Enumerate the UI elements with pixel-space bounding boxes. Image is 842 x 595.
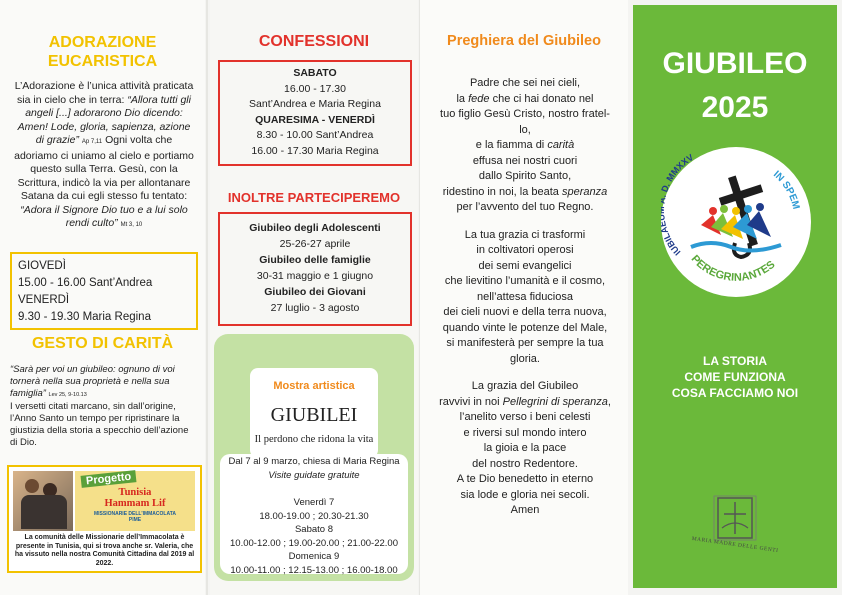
prayer-text: sia lode e gloria nei secoli.: [460, 488, 590, 501]
prayer-text: gloria.: [510, 352, 540, 365]
prayer-line: [422, 185, 628, 201]
jubilee-logo: [661, 147, 811, 297]
prayer-line: [422, 410, 628, 426]
project-photo-left: [13, 471, 73, 531]
carita-ref: Lev 25, 9-10.13: [48, 392, 87, 398]
panel-confessioni: [210, 0, 418, 595]
person-head-1: [25, 479, 39, 493]
adorazione-body: Ogni volta che adoriamo ci uniamo al cielo e portiamo questo sulla Terra. Gesù, con la Scrittura, indicò la via per allontanare Satana da cui egli stesso fu tentato:: [14, 134, 194, 202]
prayer-text: del nostro Redentore.: [472, 457, 578, 470]
prayer-text: La grazia del Giubileo: [471, 380, 579, 392]
panel-preghiera: [420, 0, 628, 595]
prayer-text: la gioia e la pace: [483, 442, 567, 454]
prayer-line: [422, 107, 628, 123]
prayer-text: ravvivi in noi: [439, 395, 503, 408]
schedule-time-2: 9.30 - 19.30 Maria Regina: [18, 311, 151, 323]
schedule-time-1: 15.00 - 16.00 Sant’Andrea: [18, 277, 153, 289]
prayer-text: per l’avvento del tuo Regno.: [456, 201, 594, 213]
carita-text: [10, 364, 196, 449]
prayer-line: [422, 503, 628, 519]
prayer-text: quando vinte le potenze del Male,: [442, 321, 608, 334]
schedule-day-1: GIOVEDÌ: [18, 260, 66, 272]
prayer-line: [422, 379, 628, 395]
mostra-hours-3: 10.00-11.00 ; 12.15-13.00 ; 16.00-18.00: [230, 564, 398, 576]
adorazione-schedule: [12, 254, 196, 326]
parteciperemo-line: Giubileo degli Adolescenti: [249, 222, 381, 234]
carita-quote: “Sarà per voi un giubileo: ognuno di voi tornerà nella sua proprietà e nella sua famiglia”: [10, 364, 175, 399]
prayer-text: A te Dio benedetto in eterno: [456, 473, 594, 485]
parteciperemo-line: 30-31 maggio e 1 giugno: [256, 270, 374, 282]
confessioni-line: Sant’Andrea e Maria Regina: [249, 98, 381, 110]
mostra-day-3: Domenica 9: [288, 551, 340, 562]
prayer-stanza: [422, 379, 628, 519]
cover-title-line-1: GIUBILEO: [662, 47, 808, 80]
parish-logo: [691, 488, 779, 578]
prayer-text: che lievitino l’umanità e il cosmo,: [444, 275, 606, 287]
adorazione-schedule-box: [10, 252, 198, 330]
adorazione-title: ADORAZIONE EUCARISTICA: [47, 34, 158, 70]
parteciperemo-lines: [220, 214, 410, 316]
prayer-line: [422, 336, 628, 352]
prayer-emphasis: fede: [468, 92, 490, 105]
prayer-line: [422, 154, 628, 170]
mostra-when: Dal 7 al 9 marzo, chiesa di Maria Regina: [228, 456, 400, 467]
adorazione-quote-2: “Adora il Signore Dio tuo e a lui solo rendi culto”: [20, 203, 188, 229]
parteciperemo-line: 27 luglio - 3 agosto: [270, 302, 360, 314]
prayer-emphasis: carità: [547, 139, 575, 151]
jubilee-logo-graphic: [661, 147, 811, 297]
prayer-text: dei cieli nuovi e della terra nuova,: [443, 306, 607, 318]
prayer-text: e la fiamma di: [475, 139, 548, 151]
parteciperemo-box: [218, 212, 412, 326]
cover-subtitle: [633, 353, 837, 401]
parish-name: MARIA MADRE DELLE GENTI: [691, 535, 779, 555]
mostra-name: GIUBILEI: [270, 404, 358, 426]
prayer-line: [422, 290, 628, 306]
prayer-text: si manifesterà per sempre la tua: [446, 337, 604, 349]
prayer-text: tuo figlio Gesù Cristo, nostro fratel-: [440, 108, 610, 120]
adorazione-ref-2: Mt 3, 10: [120, 222, 143, 228]
prayer-emphasis: speranza: [561, 185, 608, 198]
parteciperemo-line: Giubileo delle famiglie: [259, 254, 371, 266]
carita-title: GESTO DI CARITÀ: [31, 335, 174, 352]
prayer-line: [422, 472, 628, 488]
prayer-stanza: [422, 76, 628, 216]
prayer-line: [422, 169, 628, 185]
mostra-day-1: Venerdì 7: [293, 497, 335, 508]
confessioni-line: 16.00 - 17.30: [284, 82, 346, 95]
prayer-text: in coltivatori operosi: [476, 244, 574, 256]
adorazione-ref-1: Ap 7,11: [81, 139, 103, 145]
confessioni-line: 8.30 - 10.00 Sant’Andrea: [256, 129, 374, 141]
prayer-text: effusa nei nostri cuori: [472, 154, 578, 167]
confessioni-line: SABATO: [293, 67, 337, 79]
cover-title-line-2: 2025: [701, 91, 769, 124]
preghiera-text: [422, 76, 628, 531]
prayer-line: [422, 305, 628, 321]
prayer-line: [422, 321, 628, 337]
prayer-line: [422, 441, 628, 457]
adorazione-text: [14, 80, 194, 233]
prayer-line: [422, 123, 628, 139]
people-silhouette: [21, 495, 67, 529]
parteciperemo-line: 25-26-27 aprile: [279, 238, 351, 250]
mostra-title: Mostra artistica: [273, 380, 355, 392]
prayer-line: [422, 395, 628, 411]
prayer-line: [422, 243, 628, 259]
prayer-text: Amen: [510, 504, 540, 516]
prayer-line: [422, 352, 628, 368]
mostra-visits: Visite guidate gratuite: [268, 470, 360, 481]
mostra-days: [214, 496, 414, 577]
mostra-hours-2: 10.00-12.00 ; 19.00-20.00 ; 21.00-22.00: [230, 537, 398, 549]
prayer-line: [422, 92, 628, 108]
parteciperemo-line: Giubileo dei Giovani: [264, 286, 366, 298]
cover-subtitle-1: LA STORIA: [702, 354, 767, 368]
prayer-line: [422, 274, 628, 290]
logo-bottom-text: PEREGRINANTES: [688, 252, 778, 284]
prayer-line: [422, 259, 628, 275]
prayer-line: [422, 457, 628, 473]
schedule-day-2: VENERDÌ: [18, 294, 70, 306]
prayer-text: nell’attesa fiduciosa: [476, 290, 573, 303]
logo-right-text: IN SPEM: [771, 168, 802, 211]
logo-top-text: IUBIL . MMXXV: [661, 152, 696, 258]
confessioni-title: CONFESSIONI: [258, 33, 370, 50]
cover-subtitle-2: COME FUNZIONA: [684, 370, 786, 384]
prayer-text: lo,: [519, 123, 531, 136]
confessioni-line: 16.00 - 17.30 Maria Regina: [251, 144, 379, 157]
prayer-text: che ci hai donato nel: [489, 92, 594, 105]
fold-line-1: [206, 0, 208, 595]
project-name: Tunisia Hammam Lif: [104, 487, 166, 509]
adorazione-intro: L’Adorazione è l’unica attività praticata sia in cielo che in terra:: [14, 80, 194, 106]
project-org: MISSIONARIE DELL’IMMACOLATA PIME: [93, 511, 177, 523]
mostra-card: [214, 334, 414, 581]
prayer-emphasis: Pellegrini di speranza: [502, 395, 608, 408]
panel-adorazione: [0, 0, 205, 595]
project-card: [7, 465, 202, 573]
prayer-line: [422, 488, 628, 504]
prayer-line: [422, 200, 628, 216]
parteciperemo-title: INOLTRE PARTECIPEREMO: [227, 190, 401, 205]
prayer-text: e riversi sul mondo intero: [463, 426, 587, 439]
confessioni-line: QUARESIMA - VENERDÌ: [255, 113, 375, 126]
confessioni-lines: [220, 62, 410, 159]
project-banner: [75, 471, 195, 531]
prayer-text: la: [456, 92, 469, 105]
mostra-hours-1: 18.00-19.00 ; 20.30-21.30: [259, 510, 369, 522]
prayer-text: ,: [607, 395, 611, 408]
prayer-text: La tua grazia ci trasformi: [464, 228, 586, 241]
logo-pilgrims-icon: [701, 203, 771, 239]
mostra-subtitle: Il perdono che ridona la vita: [254, 434, 374, 445]
prayer-line: [422, 426, 628, 442]
mostra-day-2: Sabato 8: [294, 524, 334, 535]
project-caption: La comunità delle Missionarie dell’Immacolata è presente in Tunisia, qui si trova anche sr. Valeria, che ha vissuto nella nostra Comunità Cittadina dal 2019 al 2022.: [14, 534, 195, 567]
cover-subtitle-3: COSA FACCIAMO NOI: [671, 386, 799, 400]
confessioni-box: [218, 60, 412, 166]
preghiera-title: Preghiera del Giubileo: [447, 33, 601, 49]
prayer-stanza: [422, 228, 628, 368]
prayer-line: [422, 138, 628, 154]
project-label: Progetto: [81, 470, 137, 488]
prayer-text: ridestino in noi, la beata: [442, 185, 562, 198]
prayer-line: [422, 228, 628, 244]
carita-body: I versetti citati marcano, sin dall’origine, l’Anno Santo un tempo per ripristinare la giustizia della storia a specchio dell’azione di Dio.: [10, 401, 189, 448]
adorazione-quote-1: “Allora tutti gli angeli [...] adorarono Dio dicendo: Amen! Lode, gloria, sapienza, azione di grazie”: [17, 93, 191, 146]
prayer-text: Padre che sei nei cieli,: [469, 77, 581, 89]
prayer-text: l’anelito verso i beni celesti: [459, 411, 591, 423]
prayer-text: dei semi evangelici: [478, 259, 572, 272]
prayer-text: dallo Spirito Santo,: [478, 170, 572, 182]
prayer-line: [422, 76, 628, 92]
